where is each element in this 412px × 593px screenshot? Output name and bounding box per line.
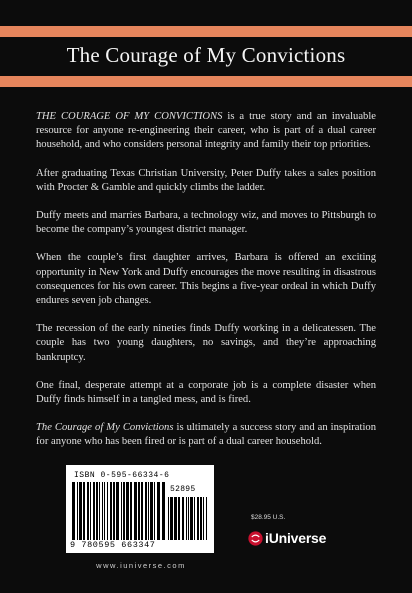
isbn-barcode	[66, 465, 214, 553]
barcode-bar	[138, 482, 140, 540]
barcode-bar	[121, 482, 122, 540]
barcode-bar	[107, 482, 108, 540]
blurb-paragraph-7	[36, 421, 376, 449]
blurb-paragraph-6: One final, desperate attempt at a corporate job is a complete disaster when Duffy finds himself in a tangled mess, and is fired.	[36, 379, 376, 406]
barcode-bar	[168, 497, 169, 540]
barcode-bar	[188, 497, 189, 540]
blurb-paragraph-1	[36, 110, 376, 153]
barcode-bar	[182, 497, 184, 540]
barcode-bar	[174, 497, 177, 540]
barcode-bar	[206, 497, 207, 540]
top-accent-stripe	[0, 26, 412, 37]
blurb-p1-text: is a true story and an invaluable resource for anyone re-engineering their career, who is part of a dual career household, and who considers personal integrity and family their top priorities.	[36, 111, 377, 151]
barcode-bar	[194, 497, 195, 540]
barcode-bar	[141, 482, 143, 540]
barcode-bar	[87, 482, 89, 540]
ean-barcode-bars	[72, 482, 166, 540]
addon-barcode-bars	[168, 497, 208, 540]
barcode-bar	[93, 482, 95, 540]
barcode-bar	[145, 482, 147, 540]
barcode-bar	[148, 482, 149, 540]
barcode-addon-code: 52895	[170, 485, 196, 494]
blurb-title-italic: THE COURAGE OF MY CONVICTIONS	[36, 111, 223, 122]
barcode-bar	[170, 497, 173, 540]
barcode-bar	[190, 497, 193, 540]
barcode-bar	[77, 482, 78, 540]
barcode-bar	[162, 482, 165, 540]
barcode-bar	[200, 497, 202, 540]
blurb-title-italic-2: The Courage of My Convictions	[36, 422, 174, 434]
book-title: The Courage of My Convictions	[66, 43, 346, 67]
barcode-bar	[126, 482, 129, 540]
barcode-bar	[154, 482, 155, 540]
barcode-bar	[79, 482, 82, 540]
barcode-bar	[110, 482, 112, 540]
barcode-bar	[96, 482, 98, 540]
barcode-bar	[197, 497, 199, 540]
barcode-bar	[90, 482, 91, 540]
back-cover-blurb	[36, 110, 376, 464]
barcode-bar	[102, 482, 103, 540]
publisher-logo	[248, 530, 326, 546]
isbn-label: ISBN 0-595-66334-6	[74, 471, 170, 480]
barcode-bar	[104, 482, 105, 540]
barcode-bar	[130, 482, 132, 540]
blurb-paragraph-3: Duffy meets and marries Barbara, a technology wiz, and moves to Pittsburgh to become the company’s youngest district manager.	[36, 210, 376, 236]
publisher-name: iUniverse	[265, 530, 327, 546]
barcode-bar	[72, 482, 75, 540]
barcode-bar	[186, 497, 187, 540]
barcode-bar	[123, 482, 125, 540]
publisher-url: www.iuniverse.com	[96, 561, 186, 570]
barcode-bar	[134, 482, 137, 540]
barcode-bar	[99, 482, 100, 540]
ean-digits: 9 780595 663347	[70, 540, 156, 550]
barcode-bar	[116, 482, 119, 540]
blurb-p7-text: is ultimately a success story and an inspiration for anyone who has been fired or is part of a dual career household.	[36, 422, 376, 448]
blurb-paragraph-4: When the couple’s first daughter arrives, Barbara is offered an exciting opportunity in New York and Duffy encourages the move resulting in disastrous consequences for his own career. This begins a five-year ordeal in which Duffy endures seven job changes.	[36, 252, 376, 307]
price-label: $28.95 U.S.	[251, 514, 286, 521]
barcode-bar	[157, 482, 160, 540]
blurb-paragraph-5: The recession of the early nineties finds Duffy working in a delicatessen. The couple has two young daughters, no savings, and they’re approaching bankruptcy.	[36, 323, 376, 363]
blurb-paragraph-2: After graduating Texas Christian University, Peter Duffy takes a sales position with Procter & Gamble and quickly climbs the ladder.	[36, 167, 376, 193]
barcode-bar	[113, 482, 115, 540]
barcode-bar	[178, 497, 180, 540]
barcode-bar	[203, 497, 204, 540]
lower-accent-stripe	[0, 76, 412, 87]
barcode-bar	[83, 482, 85, 540]
iuniverse-logo-icon	[248, 531, 263, 546]
barcode-bar	[150, 482, 153, 540]
